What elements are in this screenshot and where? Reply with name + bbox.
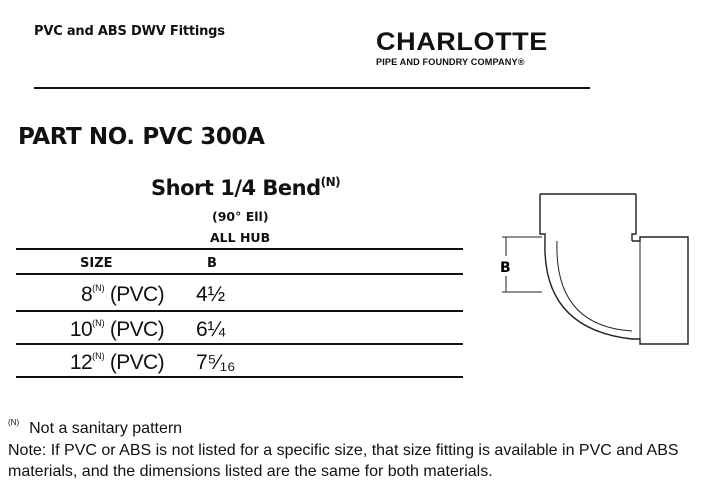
product-title-mark: (N)	[320, 175, 341, 189]
brand-name: CHARLOTTE	[376, 28, 548, 56]
footnote-mark: (N)	[8, 418, 20, 427]
size-mark: (N)	[92, 283, 105, 293]
size-material: (PVC)	[109, 318, 164, 341]
product-subtitle-angle: (90° Ell)	[212, 209, 269, 224]
size-mark: (N)	[92, 351, 105, 361]
header-divider	[34, 87, 590, 89]
product-title-text: Short 1/4 Bend	[151, 176, 321, 200]
table-header-rule	[16, 273, 463, 275]
table-row-b: 7⁵⁄₁₆	[196, 351, 236, 374]
size-material: (PVC)	[109, 283, 164, 306]
bend-diagram	[490, 184, 700, 364]
product-subtitle-hub: ALL HUB	[210, 230, 271, 245]
column-header-b: B	[207, 256, 217, 271]
table-row-size	[44, 318, 164, 342]
table-row-size	[44, 351, 164, 375]
footnote	[8, 418, 182, 438]
bend-drawing	[490, 184, 700, 359]
availability-note: Note: If PVC or ABS is not listed for a specific size, that size fitting is available in PVC and ABS materials, and the dimensions listed are the same for both materials.	[8, 442, 679, 480]
section-title: PVC and ABS DWV Fittings	[34, 24, 225, 39]
dimension-b-label: B	[500, 260, 511, 276]
table-row-b: 6¼	[196, 318, 226, 341]
size-mark: (N)	[92, 318, 105, 328]
table-row-rule	[16, 343, 463, 345]
company-logo	[376, 30, 586, 67]
product-title	[151, 175, 340, 200]
size-value: 8	[80, 283, 93, 306]
table-row-b: 4½	[196, 283, 226, 306]
footnote-text: Not a sanitary pattern	[29, 420, 183, 437]
size-value: 12	[69, 351, 93, 374]
table-row-rule	[16, 310, 463, 312]
size-material: (PVC)	[109, 351, 164, 374]
part-number: PART NO. PVC 300A	[18, 124, 265, 150]
table-bottom-rule	[16, 376, 463, 378]
table-row-size	[44, 283, 164, 307]
column-header-size: SIZE	[80, 256, 113, 271]
size-value: 10	[69, 318, 93, 341]
brand-subtitle: PIPE AND FOUNDRY COMPANY®	[376, 57, 525, 67]
table-top-rule	[16, 248, 463, 250]
